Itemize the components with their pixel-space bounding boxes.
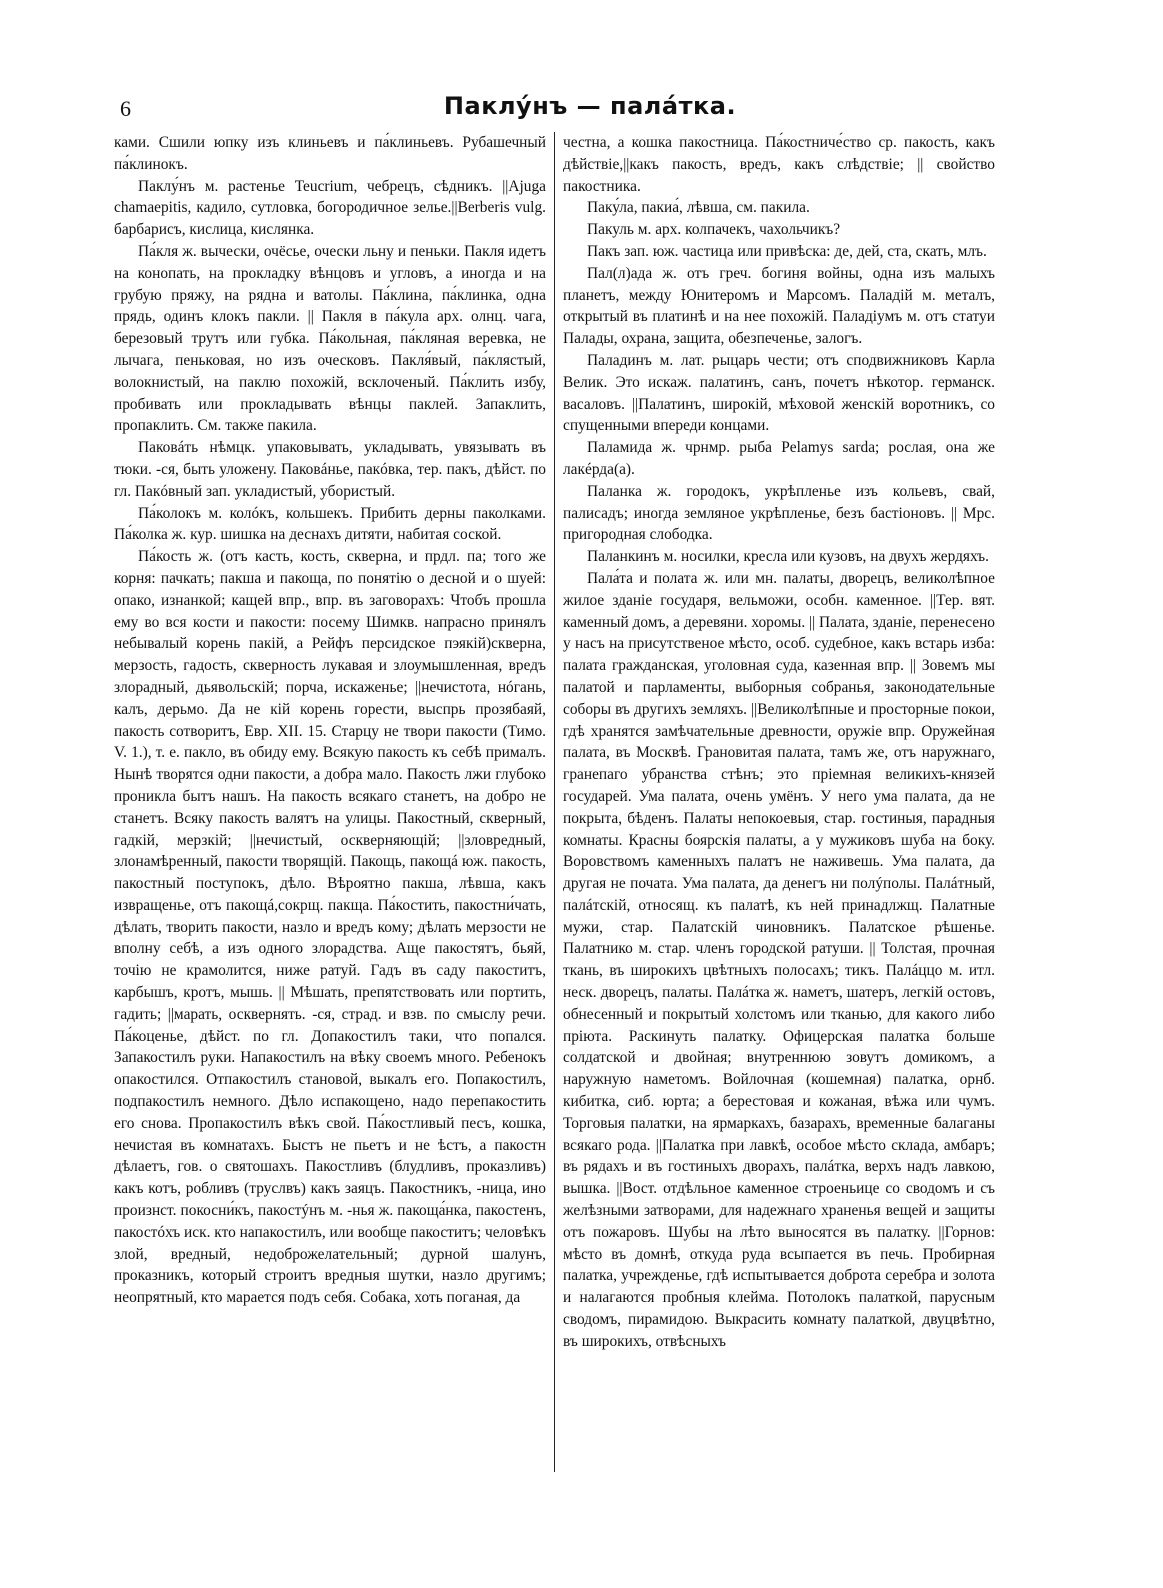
column-divider [554, 132, 555, 1472]
entry-paragraph: Пакъ зап. юж. частица или привѣска: де, дей, ста, скать, млъ. [587, 242, 987, 260]
page-number: 6 [120, 96, 131, 121]
entry-paragraph: ками. Сшили юпку изъ клиньевъ и па́клиньевъ. Рубашечный па́клинокъ. [114, 134, 546, 173]
entry-paragraph: Паланка ж. городокъ, укрѣпленье изъ кольевъ, свай, палисадъ; иногда земляное укрѣпленье, безъ бастіоновъ. || Мрс. пригородная слободка. [563, 482, 995, 544]
entry-paragraph: Пала́та и полата ж. или мн. палаты, дворецъ, великолѣпное жилое зданіе государя, вельможи, особн. каменное. ||Тер. вят. каменный домъ, а деревяни. хоромы. || Палата, зданіе, перенесено у насъ на присутственое мѣсто, особ. судебное, какъ встарь изба: палата гражданская, уголовная суда, казенная впр. || Зовемъ мы палатой и парламенты, выборныя собранья, законодательные соборы въ другихъ земляхъ. ||Великолѣпные и просторные покои, гдѣ хранятся замѣчательные древности, оружіе впр. Оружейная палата, въ Москвѣ. Грановитая палата, тамъ же, отъ наружнаго, гранепаго убранства стѣнъ; это пріемная великихъ-князей государей. Ума палата, очень умёнъ. У него ума палата, да не покрыта, бѣденъ. Палаты непокоевыя, стар. гостиныя, парадныя комнаты. Красны боярскія палаты, а у мужиковъ шуба на боку. Воровствомъ каменныхъ палатъ не наживешь. Ума палата, да другая не почата. Ума палата, да денегъ ни полýполы. Палáтный, палáтскій, относящ. къ палатѣ, къ ней принадлжщ. Палатные мужи, стар. Палатскій чиновникъ. Палатское рѣшенье. Палатнико м. стар. членъ городской ратуши. || Толстая, прочная ткань, въ широкихъ цвѣтныхъ полосахъ; тикъ. Палáццо м. итл. неск. дворецъ, палаты. Палáтка ж. наметъ, шатеръ, легкій остовъ, обнесенный и покрытый холстомъ или тканью, для какого либо пріюта. Раскинуть палатку. Офицерская палатка больше солдатской и двойная; внутреннюю зовутъ домикомъ, а наружную наметомъ. Войлочная (кошемная) палатка, орнб. кибитка, сиб. юрта; а берестовая и кожаная, вѣжа или чумъ. Торговыя палатки, на ярмаркахъ, базарахъ, временные балаганы всякаго рода. ||Палатка при лавкѣ, особое мѣсто склада, амбаръ; въ рядахъ и въ гостиныхъ дворахъ, палáтка, верхъ надъ лавкою, вышка. ||Вост. отдѣльное каменное строеньице со сводомъ и съ желѣзными затворами, для надежнаго храненья вещей и защиты отъ пожаровъ. Шубы на лѣто выносятся въ палатку. ||Горнов: мѣсто въ домнѣ, откуда руда всыпается въ печь. Пробирная палатка, учрежденье, гдѣ испытывается доброта серебра и золота и налагаются пробныя клейма. Потолокъ палаткой, парусным сводомъ, пирамидою. Выкрасить комнату палаткой, двуцвѣтно, въ широкихъ, отвѣсныхъ [563, 569, 995, 1350]
left-column [114, 132, 546, 1472]
entry-paragraph: Паклу́нъ м. растенье Teucrium, чебрецъ, сѣдникъ. ||Ajuga chamaepitis, кадило, сутловка, богородичное зелье.||Berberis vulg. барбарисъ, кислица, кислянка. [114, 177, 546, 239]
entry-paragraph: Па́кля ж. вычески, очёсье, очески льну и пеньки. Пакля идетъ на конопать, на прокладку вѣнцовъ и угловъ, а иногда и на грубую пряжу, на рядна и ватолы. Па́клина, па́клинка, одна прядь, одинъ клокъ пакли. || Пакля в па́кула арх. олнц. чага, березовый трутъ или губка. Па́кольная, па́кляная веревка, не лычага, пеньковая, но изъ оческовъ. Пакля́вый, па́клястый, волокнистый, на паклю похожій, всклоченый. Па́клить избу, пробивать или прокладывать вѣнцы паклей. Запаклить, пропаклить. См. также пакила. [114, 242, 546, 435]
entry-paragraph: Паламида ж. чрнмр. рыба Pelamys sarda; рослая, она же лакéрда(а). [563, 439, 995, 478]
entry-paragraph: Паку́ла, пакиа́, лѣвша, см. пакила. [587, 199, 810, 217]
entry-paragraph: Паланкинъ м. носилки, кресла или кузовъ, на двухъ жердяхъ. [587, 548, 989, 566]
entry-paragraph: Па́колокъ м. колóкъ, кольшекъ. Прибить дерны паколками. Па́колка ж. кур. шишка на деснахъ дитяти, набитая соской. [114, 504, 546, 544]
entry-paragraph: Пакуль м. арх. колпачекъ, чахольчикъ? [587, 221, 841, 239]
entry-paragraph: Паладинъ м. лат. рыцарь чести; отъ сподвижниковъ Карла Велик. Это искаж. палатинъ, санъ, почетъ нѣкотор. германск. васаловъ. ||Палатинъ, широкій, мѣховой женскій воротникъ, со спущенными впереди концами. [563, 351, 995, 435]
entry-paragraph: Паковáть нѣмцк. упаковывать, укладывать, увязывать въ тюки. -ся, быть уложену. Паковáнье, пакóвка, тер. пакъ, дѣйст. по гл. Пакóвный зап. укладистый, убористый. [114, 439, 546, 500]
running-title: Паклу́нъ — пала́тка. [443, 92, 737, 120]
entry-paragraph: Па́кость ж. (отъ касть, кость, скверна, и прдл. па; того же корня: пачкать; пакша и пакоща, по понятію о десной и о шуей: опако, изнанкой; кащей впр., впр. въ заговорахъ: Чтобъ прошла ему во вся кости и пакости: посему Шимкв. напрасно принялъ небывалый корень пакій, а Рейфъ персидское пэякій)скверна, мерзость, гадость, скверность лукавая и злоумышленная, вредъ злорадный, дьявольскій; порча, искаженье; ||нечистота, нóгань, калъ, дерьмо. Да не кій корень горести, выспрь прозябаяй, пакость сотворитъ, Евр. XII. 15. Старцу не твори пакости (Тимо. V. 1.), т. е. пакло, въ обиду ему. Всякую пакость къ себѣ прималъ. Нынѣ творятся одни пакости, а добра мало. Пакость лжи глубоко проникла бытъ нашъ. На пакость всякаго станетъ, на добро не станетъ. Всяку пакость валятъ на улицы. Пакостный, скверный, гадкій, мерзкій; ||нечистый, оскверняющій; ||зловредный, злонамѣренный, пакости творящій. Пакощь, пакощá юж. пакость, пакостный поступокъ, дѣло. Вѣроятно пакша, лѣвша, какъ извращенье, отъ пакощá,сокрщ. пакща. Па́костить, пакостни́чать, дѣлать, творить пакости, назло и вредъ кому; дѣлать мерзости не вполну себѣ, а изъ одного злорадства. Аще пакостятъ, бьяй, точію не крамолится, ниже ратуй. Гадъ въ саду пакоститъ, карбышъ, кротъ, мышь. || Мѣшать, препятствовать или портить, гадить; ||марать, осквернять. -ся, страд. и взв. по смыслу речи. Па́коценье, дѣйст. по гл. Допакостилъ таки, что попался. Запакостилъ руки. Напакостилъ на вѣку своемъ много. Ребенокъ опакостился. Отпакостилъ становой, выкалъ его. Попакостилъ, подпакостилъ немного. Дѣло испакощено, надо перепакостить его снова. Пропакостилъ вѣкъ свой. Па́костливый песъ, кошка, нечистая въ комнатахъ. Быстъ не пьетъ и не ѣстъ, а пакостн дѣлаетъ, гов. о святошахъ. Пакостливъ (блудливъ, проказливъ) какъ котъ, робливъ (труслвъ) какъ заяцъ. Пакостникъ, -ница, ино произнст. покосни́къ, пакостýнъ м. -нья ж. пакоща́нка, пакостенъ, пакостóхъ иск. кто напакостилъ, или вообще пакоститъ; человѣкъ злой, вредный, недоброжелательный; дурной шалунъ, проказникъ, который строитъ вредныя шутки, назло другимъ; неопрятный, кто марается подъ себя. Собака, хоть поганая, да [114, 548, 546, 1307]
entry-paragraph: Пал(л)ада ж. отъ греч. богиня войны, одна изъ малыхъ планетъ, между Юнитеромъ и Марсомъ. Паладій м. металъ, открытый въ платинѣ и на нее похожій. Паладіумъ м. отъ статуи Палады, охрана, защита, обезпеченье, залогъ. [563, 264, 995, 348]
entry-paragraph: честна, а кошка пакостница. Па́костниче́ство ср. пакость, какъ дѣйствіе,||какъ пакость, вредъ, какъ слѣдствіе; || свойство пакостника. [563, 134, 995, 195]
right-column [563, 132, 995, 1472]
